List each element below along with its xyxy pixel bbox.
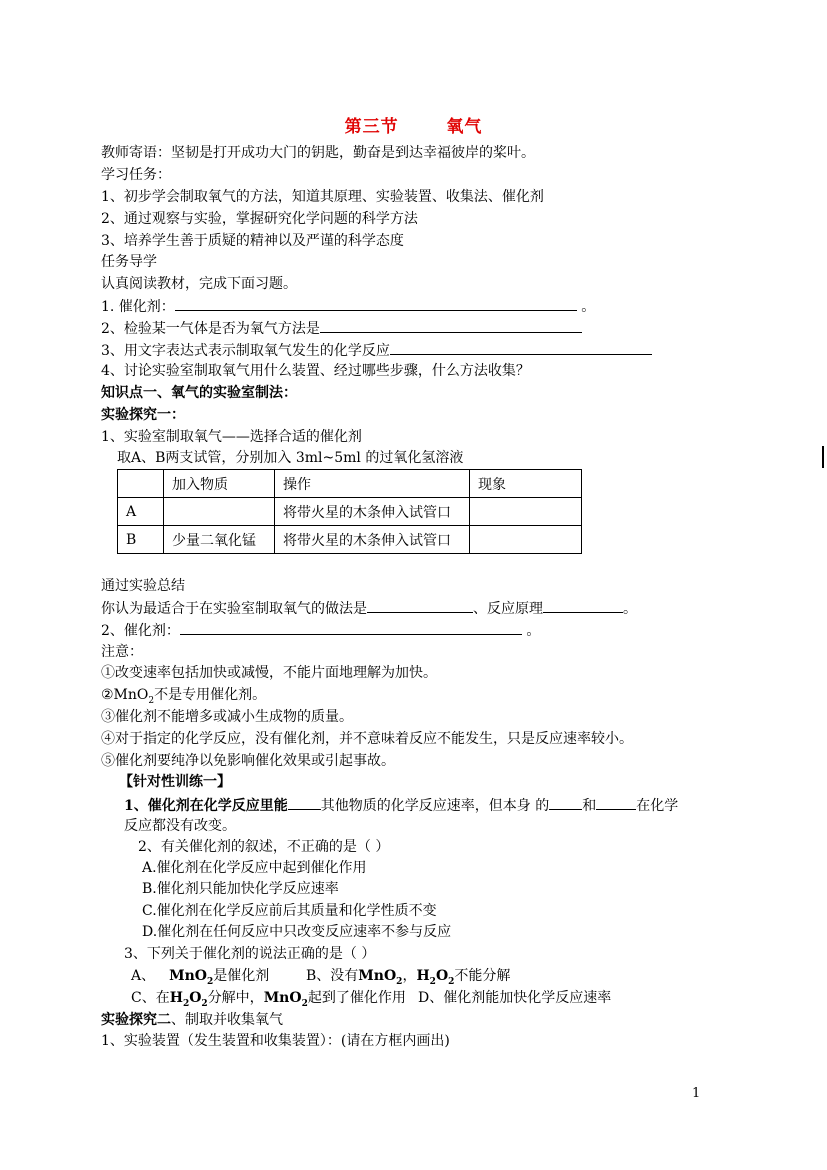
training-question-3: 3、下列关于催化剂的说法正确的是（ ） bbox=[124, 946, 376, 962]
table-header-cell: 操作 bbox=[275, 470, 470, 498]
chem-formula: H bbox=[169, 990, 183, 1006]
table-cell: B bbox=[118, 526, 164, 554]
summary-heading: 通过实验总结 bbox=[101, 578, 185, 594]
table-header-cell: 加入物质 bbox=[164, 470, 275, 498]
tasks-heading: 学习任务： bbox=[101, 167, 171, 183]
subscript: 2 bbox=[148, 695, 155, 706]
question-text: 在化学 bbox=[636, 798, 679, 814]
subscript: 2 bbox=[182, 998, 190, 1009]
page-title bbox=[0, 112, 827, 137]
table-header-cell bbox=[118, 470, 164, 498]
table-header-cell: 现象 bbox=[470, 470, 582, 498]
task-item: 2、通过观察与实验，掌握研究化学问题的科学方法 bbox=[101, 211, 418, 227]
training-question-1-line2: 反应都没有改变。 bbox=[124, 818, 236, 834]
option-text: 不能分解 bbox=[454, 968, 511, 984]
notes-heading: 注意： bbox=[101, 644, 143, 660]
option-d[interactable]: D.催化剂在任何反应中只改变反应速率不参与反应 bbox=[142, 924, 452, 940]
guide-question-4: 4、讨论实验室制取氧气用什么装置、经过哪些步骤，什么方法收集？ bbox=[101, 363, 530, 379]
experiment-1-heading: 实验探究一： bbox=[101, 407, 185, 423]
answer-blank[interactable] bbox=[596, 795, 636, 810]
experiment-table bbox=[117, 469, 582, 554]
answer-blank[interactable] bbox=[288, 795, 321, 810]
note-item bbox=[101, 685, 266, 705]
question-text: 1. 催化剂： bbox=[101, 299, 175, 315]
table-cell[interactable] bbox=[164, 498, 275, 526]
guide-question-2 bbox=[101, 318, 582, 339]
subscript: 2 bbox=[429, 976, 436, 987]
chem-formula: MnO bbox=[263, 990, 302, 1006]
table-cell: 将带火星的木条伸入试管口 bbox=[275, 498, 470, 526]
question-text: 你认为最适合于在实验室制取氧气的做法是 bbox=[101, 601, 367, 617]
option-text: 起到了催化作用 bbox=[307, 990, 406, 1006]
guide-question-1 bbox=[101, 296, 595, 317]
note-item: ①改变速率包括加快或减慢，不能片面地理解为加快。 bbox=[101, 665, 437, 681]
title-section: 第三节 bbox=[344, 117, 399, 137]
subscript: 2 bbox=[207, 976, 214, 987]
training-heading: 【针对性训练一】 bbox=[119, 774, 231, 790]
option-text: 是催化剂 bbox=[213, 968, 270, 984]
chem-formula: O bbox=[435, 968, 449, 984]
summary-question bbox=[101, 598, 637, 619]
note-item: ⑤催化剂要纯净以免影响催化效果或引起事故。 bbox=[101, 753, 395, 769]
chem-formula: O bbox=[189, 990, 202, 1006]
question-text: 其他物质的化学反应速率，但本身 的 bbox=[320, 798, 550, 814]
option-a[interactable]: A.催化剂在化学反应中起到催化作用 bbox=[142, 860, 367, 876]
note-item: ④对于指定的化学反应，没有催化剂，并不意味着反应不能发生，只是反应速率较小。 bbox=[101, 731, 633, 747]
chem-formula: ②MnO bbox=[101, 687, 149, 703]
guide-intro: 认真阅读教材，完成下面习题。 bbox=[101, 276, 297, 292]
answer-blank[interactable] bbox=[180, 620, 522, 635]
table-cell[interactable] bbox=[470, 526, 582, 554]
question-text: 2、催化剂： bbox=[101, 623, 180, 639]
training-question-1 bbox=[124, 795, 678, 816]
table-cell[interactable] bbox=[470, 498, 582, 526]
answer-blank[interactable] bbox=[367, 598, 473, 613]
guide-question-3 bbox=[101, 340, 652, 361]
table-header-row bbox=[118, 470, 582, 498]
table-cell: 将带火星的木条伸入试管口 bbox=[275, 526, 470, 554]
answer-blank[interactable] bbox=[320, 318, 582, 333]
task-item: 3、培养学生善于质疑的精神以及严谨的科学态度 bbox=[101, 233, 404, 249]
guide-heading: 任务导学 bbox=[101, 254, 157, 270]
option-label: A、 bbox=[131, 968, 156, 984]
experiment-1-description: 取A、B两支试管，分别加入 3ml~5ml 的过氧化氢溶液 bbox=[117, 450, 464, 466]
chem-formula: H bbox=[416, 968, 430, 984]
subscript: 2 bbox=[396, 976, 403, 987]
training-question-2: 2、有关催化剂的叙述，不正确的是（ ） bbox=[138, 839, 390, 855]
option-a[interactable] bbox=[131, 966, 269, 986]
chem-formula: MnO bbox=[358, 968, 397, 984]
question-text: 和 bbox=[582, 798, 597, 814]
option-b[interactable]: B.催化剂只能加快化学反应速率 bbox=[142, 881, 339, 897]
table-row bbox=[118, 498, 582, 526]
teacher-motto: 教师寄语：坚韧是打开成功大门的钥匙，勤奋是到达幸福彼岸的桨叶。 bbox=[101, 145, 535, 161]
note-text: 不是专用催化剂。 bbox=[154, 687, 267, 703]
subscript: 2 bbox=[201, 998, 208, 1009]
heading-text: 、制取并收集氧气 bbox=[171, 1012, 283, 1028]
experiment-1-item: 1、实验室制取氧气——选择合适的催化剂 bbox=[101, 429, 362, 445]
page-number: 1 bbox=[692, 1086, 701, 1101]
table-cell: 少量二氧化锰 bbox=[164, 526, 275, 554]
title-topic: 氧气 bbox=[446, 117, 483, 137]
option-d[interactable]: D、催化剂能加快化学反应速率 bbox=[418, 990, 612, 1006]
subscript: 2 bbox=[448, 976, 455, 987]
subscript: 2 bbox=[301, 998, 308, 1009]
experiment-2-heading bbox=[101, 1010, 283, 1030]
answer-blank[interactable] bbox=[543, 598, 623, 613]
option-label: C、在 bbox=[131, 990, 170, 1006]
option-label: B、没有 bbox=[306, 968, 359, 984]
note-item: ③催化剂不能增多或减小生成物的质量。 bbox=[101, 709, 353, 725]
question-text: 1、催化剂在化学反应里能 bbox=[124, 798, 288, 814]
heading-bold: 实验探究二 bbox=[101, 1012, 171, 1028]
question-text: 2、检验某一气体是否为氧气方法是 bbox=[101, 321, 320, 337]
option-text: ， bbox=[402, 968, 417, 984]
task-item: 1、初步学会制取氧气的方法，知道其原理、实验装置、收集法、催化剂 bbox=[101, 189, 544, 205]
question-text: 3、用文字表达式表示制取氧气发生的化学反应 bbox=[101, 343, 390, 359]
question-text: 、反应原理 bbox=[473, 601, 543, 617]
period: 。 bbox=[526, 623, 541, 639]
option-b[interactable] bbox=[306, 966, 510, 986]
answer-blank[interactable] bbox=[175, 296, 577, 311]
option-c[interactable] bbox=[131, 988, 406, 1008]
option-c[interactable]: C.催化剂在化学反应前后其质量和化学性质不变 bbox=[142, 903, 437, 919]
table-row bbox=[118, 526, 582, 554]
margin-mark bbox=[822, 446, 824, 468]
table-cell: A bbox=[118, 498, 164, 526]
period: 。 bbox=[581, 299, 596, 315]
period: 。 bbox=[623, 601, 637, 617]
answer-blank[interactable] bbox=[390, 340, 652, 355]
chem-formula: MnO bbox=[169, 968, 207, 984]
option-text: 分解中， bbox=[207, 990, 264, 1006]
catalyst-question bbox=[101, 620, 540, 641]
experiment-2-item: 1、实验装置（发生装置和收集装置）：(请在方框内画出) bbox=[101, 1033, 450, 1049]
answer-blank[interactable] bbox=[549, 795, 582, 810]
knowledge-point-1-heading: 知识点一、氧气的实验室制法： bbox=[101, 385, 297, 401]
